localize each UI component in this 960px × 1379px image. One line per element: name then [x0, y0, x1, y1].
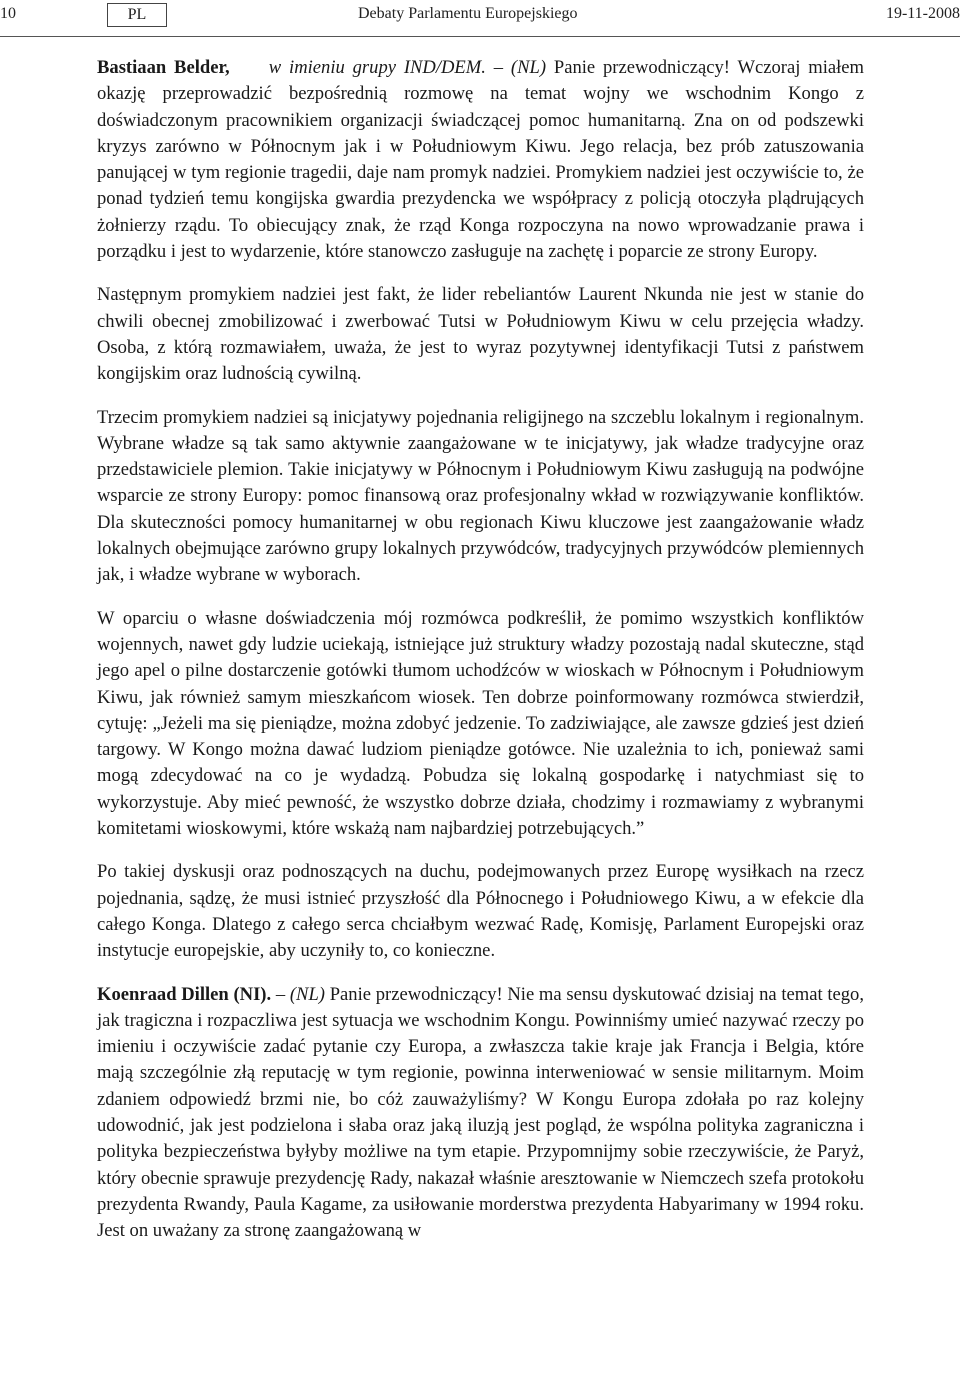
- speech-paragraph: [97, 982, 864, 1245]
- speech-dash: –: [493, 57, 504, 78]
- speaker-affiliation: w imieniu grupy IND/DEM.: [268, 57, 486, 78]
- speech-language: (NL): [289, 983, 325, 1005]
- publication-title: Debaty Parlamentu Europejskiego: [358, 5, 578, 22]
- page-header: [0, 0, 960, 37]
- speech-dash: –: [275, 983, 286, 1005]
- speaker-name: Koenraad Dillen (NI).: [97, 983, 272, 1005]
- speech-paragraph: Po takiej dyskusji oraz podnoszących na duchu, podejmowanych przez Europę wysiłkach na rzecz pojednania, sądzę, że musi istnieć przyszłość dla Północnego i Południowego Kiwu, a w efekcie dla całego Konga. Dlatego z całego serca chciałbym wezwać Radę, Komisję, Parlament Europejski oraz instytucje europejskie, aby uczyniły to, co konieczne.: [97, 861, 864, 962]
- speech-paragraph: W oparciu o własne doświadczenia mój rozmówca podkreślił, że pomimo wszystkich konfliktów wojennych, nawet gdy ludzie uciekają, istniejące już struktury władzy pozostają nadal skuteczne, stąd jego apel o pilne dostarczenie gotówki tłumom uchodźców w wioskach w Północnym i Południowym Kiwu, jak również samym mieszkańcom wiosek. Ten dobrze poinformowany rozmówca stwierdził, cytuję: „Jeżeli ma się pieniądze, można zdobyć jedzenie. To zadziwiające, ale zawsze gdzieś jest dzień targowy. W Kongo można dawać ludziom pieniądze gotówce. Nie uzależnia to ich, ponieważ sami mogą zdecydować na co je wydadzą. Pobudza się lokalną gospodarkę i natychmiast się to wykorzystuje. Aby mieć pewność, że wszystko dobrze działa, chodzimy i rozmawiamy z wybranymi komitetami wioskowymi, które wskażą nam najbardziej potrzebujących.”: [97, 607, 864, 840]
- speech-paragraph: Następnym promykiem nadziei jest fakt, że lider rebeliantów Laurent Nkunda nie jest w stanie do chwili obecnej zmobilizować i zwerbować Tutsi w Południowym Kiwu w celu przejęcia władzy. Osoba, z którą rozmawiałem, uważa, że jest to wyraz pozytywnej identyfikacji Tutsi z państwem kongijskim oraz ludnością cywilną.: [97, 284, 864, 385]
- page-number: 10: [0, 5, 16, 22]
- publication-date: 19-11-2008: [885, 5, 960, 22]
- document-body: [97, 55, 864, 1261]
- speech-paragraph: [97, 55, 864, 265]
- language-badge: PL: [107, 3, 167, 27]
- speech-text: Panie przewodniczący! Wczoraj miałem okazję przeprowadzić bezpośrednią rozmowę na temat wojny we wschodnim Kongo z doświadczonym pracownikiem organizacji świadczącej pomoc humanitarną. Zna on od podszewki kryzys zarówno w Północnym jak i w Południowym Kiwu. Jego relacja, bez prób zatuszowania panującej w tym regionie tragedii, daje nam promyk nadziei. Promykiem nadziei jest oczywiście to, że ponad tydzień temu kongijska gwardia prezydencka we współpracy z policją otoczyła plądrujących żołnierzy rządu. To obiecujący znak, że rząd Konga rozpoczyna na nowo wprowadzanie prawa i porządku i jest to wydarzenie, które stanowczo zasługuje na zachętę i poparcie ze strony Europy.: [97, 57, 865, 263]
- speech-text: Panie przewodniczący! Nie ma sensu dyskutować dzisiaj na temat tego, jak tragiczna i rozpaczliwa jest sytuacja we wschodnim Kongu. Powinniśmy umieć nazywać rzeczy po imieniu i oczywiście zadać pytanie czy Europa, a zwłaszcza takie kraje jak Francja i Belgia, które mają szczególnie złą reputację w tym regionie, powinna interweniować w sensie militarnym. Moim zdaniem odpowiedź brzmi nie, bo cóż zauważyliśmy? W Kongu Europa zdołała po raz kolejny udowodnić, jak jest podzielona i słaba oraz jaką iluzją jest pogląd, że wspólna polityka zagraniczna i polityka bezpieczeństwa byłyby możliwe na tym etapie. Przypomnijmy sobie rzeczywiście, że Paryż, który obecnie sprawuje prezydencję Rady, nakazał właśnie aresztowanie w Niemczech szefa protokołu prezydenta Rwandy, Paula Kagame, za usiłowanie morderstwa prezydenta Habyarimany w 1994 roku. Jest on uważany za stronę zaangażowaną w: [97, 983, 864, 1242]
- speaker-name: Bastiaan Belder,: [97, 57, 230, 78]
- speech-paragraph: Trzecim promykiem nadziei są inicjatywy pojednania religijnego na szczeblu lokalnym i regionalnym. Wybrane władze są tak samo aktywnie zaangażowane w te inicjatywy, jak władze tradycyjne oraz przedstawiciele plemion. Takie inicjatywy w Północnym i Południowym Kiwu zasługują na podwójne wsparcie ze strony Europy: pomoc finansową oraz profesjonalny wkład w rozwiązywanie konfliktów. Dla skuteczności pomocy humanitarnej w obu regionach Kiwu kluczowe jest zaangażowanie władz lokalnych obejmujące zarówno grupy lokalnych przywódców, tradycyjnych przywódców plemiennych jak, i władze wybrane w wyborach.: [97, 406, 864, 586]
- speech-language: (NL): [510, 57, 547, 78]
